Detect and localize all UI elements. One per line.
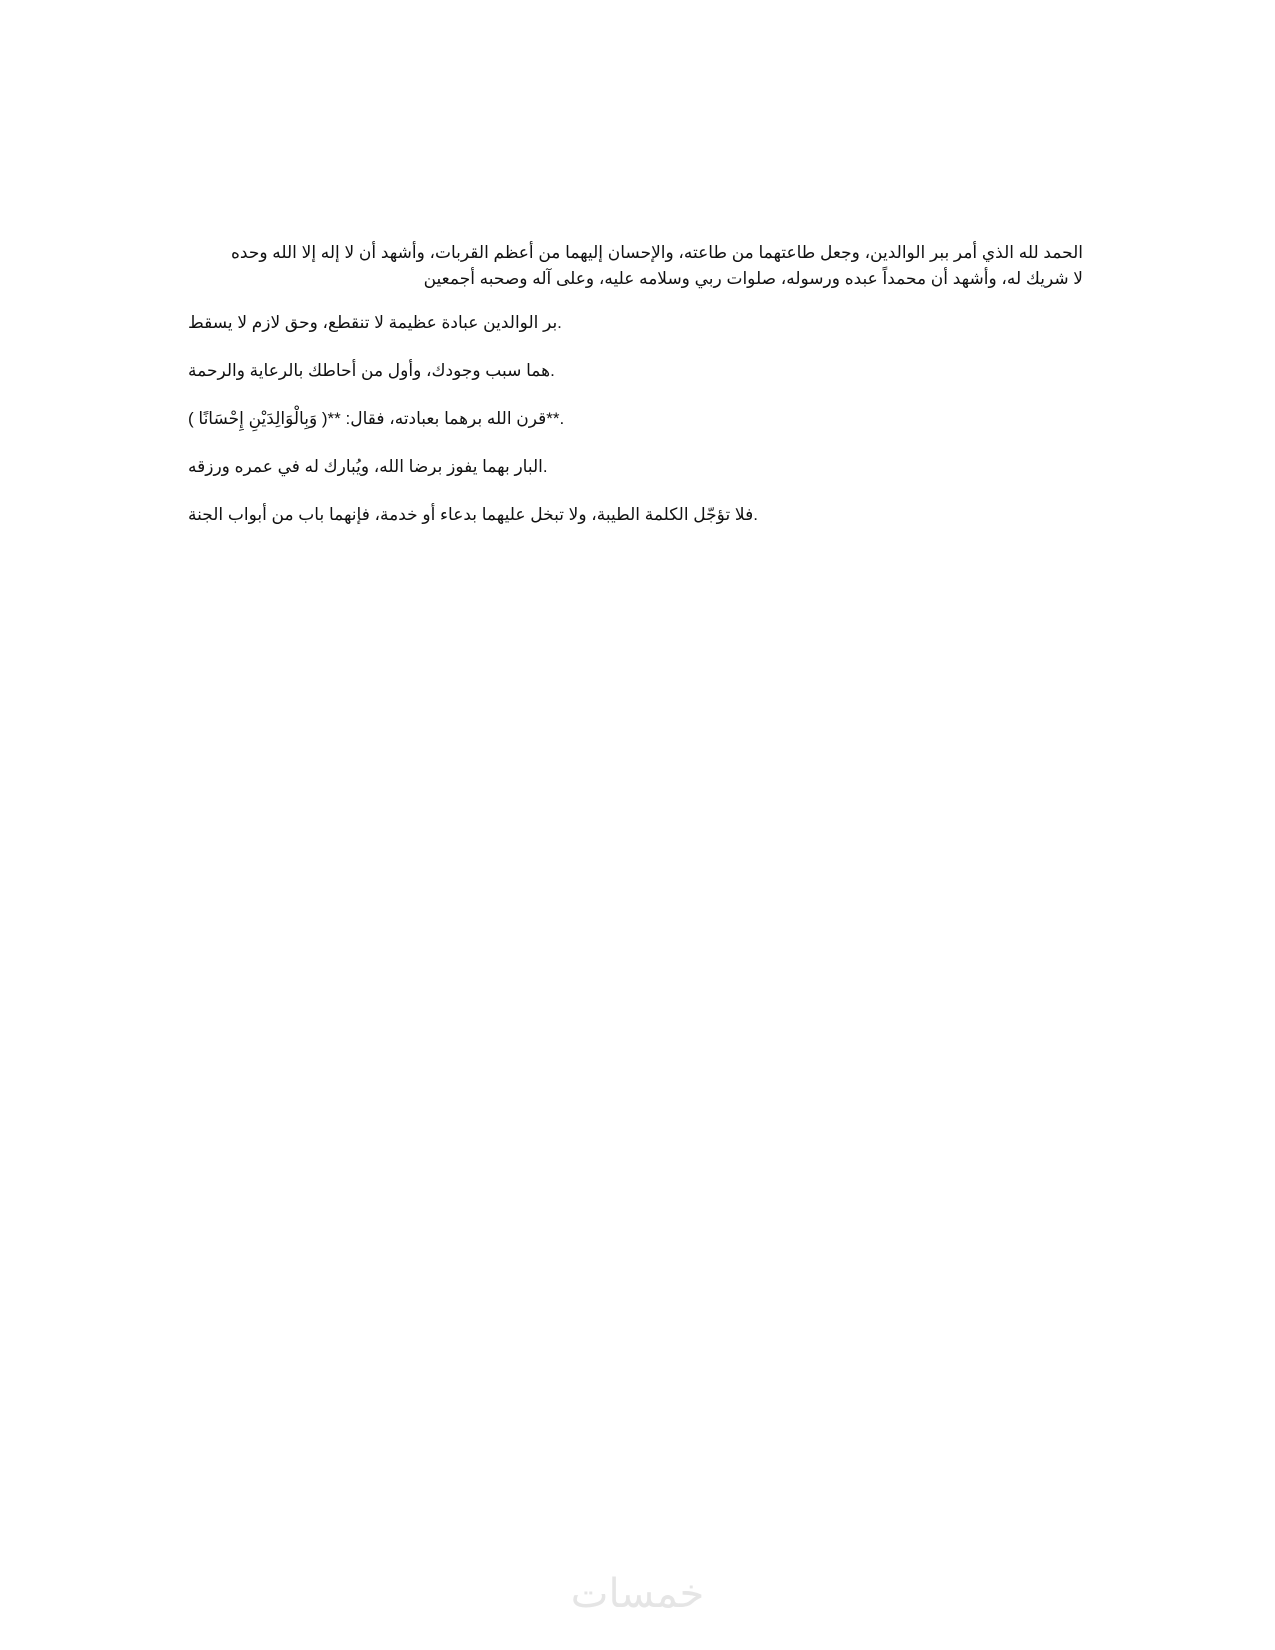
paragraph-line-4: .البار بهما يفوز برضا الله، ويُبارك له في عمره ورزقه: [188, 457, 548, 476]
document-body: [188, 240, 1083, 550]
watermark: [0, 1566, 1275, 1622]
intro-line-2: لا شريك له، وأشهد أن محمداً عبده ورسوله، صلوات ربي وسلامه عليه، وعلى آله وصحبه أجمعين: [423, 269, 1083, 288]
paragraph-line-3: .**قرن الله برهما بعبادته، فقال: **( وَبِالْوَالِدَيْنِ إِحْسَانًا ): [188, 409, 565, 428]
intro-paragraph: [188, 240, 1083, 292]
intro-line-1: الحمد لله الذي أمر ببر الوالدين، وجعل طاعتهما من طاعته، والإحسان إليهما من أعظم القربات، وأشهد أن لا إله إلا الله وحده: [230, 243, 1083, 262]
paragraph-line-2: .هما سبب وجودك، وأول من أحاطك بالرعاية والرحمة: [188, 361, 555, 380]
paragraph-line-1: .بر الوالدين عبادة عظيمة لا تنقطع، وحق لازم لا يسقط: [188, 313, 562, 332]
paragraph-line-5: .فلا تؤجّل الكلمة الطيبة، ولا تبخل عليهما بدعاء أو خدمة، فإنهما باب من أبواب الجنة: [188, 505, 758, 524]
watermark-logo: خمسات: [570, 1571, 705, 1617]
